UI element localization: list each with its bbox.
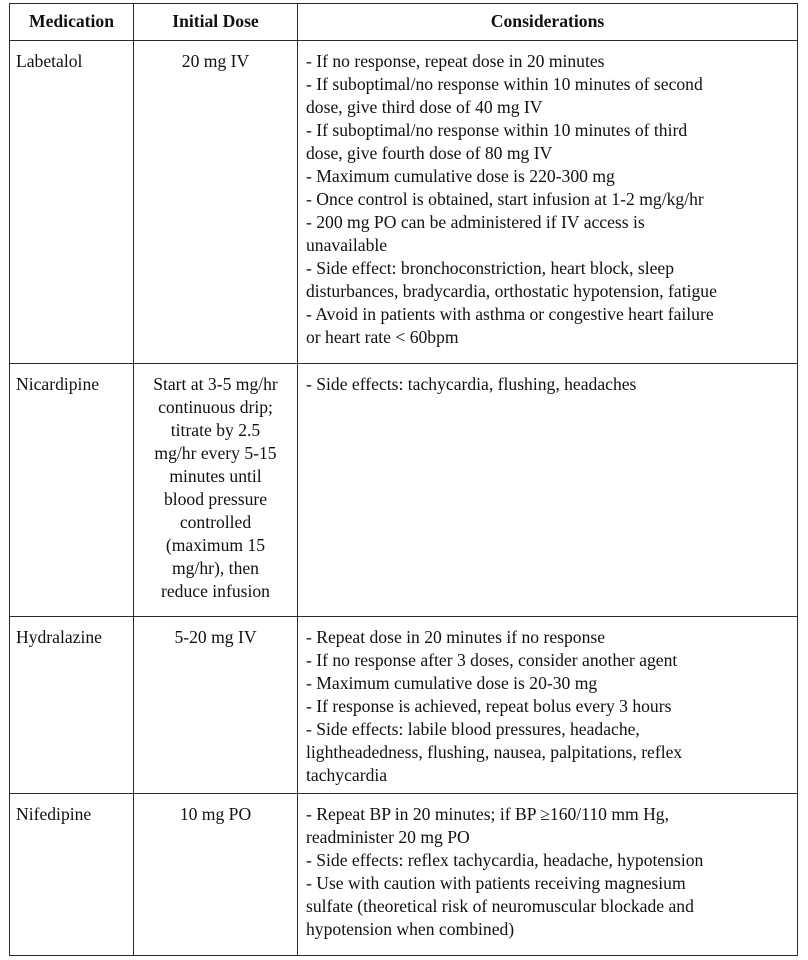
consideration-line: - If no response, repeat dose in 20 minutes bbox=[306, 51, 605, 71]
consideration-line: - Side effects: reflex tachycardia, headache, hypotension bbox=[306, 850, 704, 870]
consideration-line: - Side effects: tachycardia, flushing, headaches bbox=[306, 374, 637, 394]
dose-line: (maximum 15 bbox=[165, 535, 266, 555]
header-row bbox=[10, 4, 798, 41]
consideration-line: - If response is achieved, repeat bolus every 3 hours bbox=[306, 696, 672, 716]
consideration-line: - 200 mg PO can be administered if IV access is bbox=[306, 212, 645, 232]
header-medication: Medication bbox=[10, 4, 134, 41]
dose-line: titrate by 2.5 bbox=[170, 420, 261, 440]
table-row bbox=[10, 617, 798, 794]
dose-line: continuous drip; bbox=[158, 397, 273, 417]
consideration-line: - Repeat dose in 20 minutes if no response bbox=[306, 627, 606, 647]
consideration-line: hypotension when combined) bbox=[306, 919, 515, 939]
initial-dose bbox=[134, 794, 298, 956]
initial-dose bbox=[134, 41, 298, 364]
consideration-line: disturbances, bradycardia, orthostatic hypotension, fatigue bbox=[306, 281, 717, 301]
consideration-line: - Repeat BP in 20 minutes; if BP ≥160/110 mm Hg, bbox=[306, 804, 669, 824]
dose-line: 5-20 mg IV bbox=[174, 627, 257, 647]
medication-name: Labetalol bbox=[10, 41, 134, 364]
initial-dose bbox=[134, 364, 298, 617]
dose-line: 10 mg PO bbox=[179, 804, 252, 824]
considerations bbox=[298, 617, 798, 794]
considerations bbox=[298, 794, 798, 956]
consideration-line: dose, give fourth dose of 80 mg IV bbox=[306, 143, 553, 163]
medication-name: Nicardipine bbox=[10, 364, 134, 617]
consideration-line: lightheadedness, flushing, nausea, palpitations, reflex bbox=[306, 742, 683, 762]
header-considerations: Considerations bbox=[298, 4, 798, 41]
medication-name: Hydralazine bbox=[10, 617, 134, 794]
consideration-line: dose, give third dose of 40 mg IV bbox=[306, 97, 543, 117]
consideration-line: - Once control is obtained, start infusion at 1-2 mg/kg/hr bbox=[306, 189, 704, 209]
consideration-line: - Side effect: bronchoconstriction, heart block, sleep bbox=[306, 258, 675, 278]
dose-line: 20 mg IV bbox=[181, 51, 250, 71]
dose-line: mg/hr), then bbox=[172, 558, 259, 578]
consideration-line: readminister 20 mg PO bbox=[306, 827, 470, 847]
considerations bbox=[298, 41, 798, 364]
header-initial-dose: Initial Dose bbox=[134, 4, 298, 41]
dose-line: minutes until bbox=[169, 466, 262, 486]
consideration-line: - Avoid in patients with asthma or congestive heart failure bbox=[306, 304, 714, 324]
considerations bbox=[298, 364, 798, 617]
consideration-line: sulfate (theoretical risk of neuromuscular blockade and bbox=[306, 896, 694, 916]
dose-line: mg/hr every 5-15 bbox=[154, 443, 277, 463]
consideration-line: - If suboptimal/no response within 10 minutes of third bbox=[306, 120, 688, 140]
consideration-line: - Use with caution with patients receiving magnesium bbox=[306, 873, 686, 893]
consideration-line: - Maximum cumulative dose is 20-30 mg bbox=[306, 673, 598, 693]
dose-line: controlled bbox=[179, 512, 252, 532]
table-row bbox=[10, 364, 798, 617]
consideration-line: - Maximum cumulative dose is 220-300 mg bbox=[306, 166, 615, 186]
consideration-line: - Side effects: labile blood pressures, headache, bbox=[306, 719, 640, 739]
medication-name: Nifedipine bbox=[10, 794, 134, 956]
dose-line: blood pressure bbox=[163, 489, 268, 509]
consideration-line: or heart rate < 60bpm bbox=[306, 327, 459, 347]
table-row bbox=[10, 794, 798, 956]
consideration-line: unavailable bbox=[306, 235, 388, 255]
dose-line: Start at 3-5 mg/hr bbox=[153, 374, 278, 394]
consideration-line: tachycardia bbox=[306, 765, 388, 785]
medication-table bbox=[9, 3, 798, 956]
consideration-line: - If suboptimal/no response within 10 minutes of second bbox=[306, 74, 703, 94]
dose-line: reduce infusion bbox=[161, 581, 270, 601]
initial-dose bbox=[134, 617, 298, 794]
consideration-line: - If no response after 3 doses, consider another agent bbox=[306, 650, 678, 670]
table-row bbox=[10, 41, 798, 364]
